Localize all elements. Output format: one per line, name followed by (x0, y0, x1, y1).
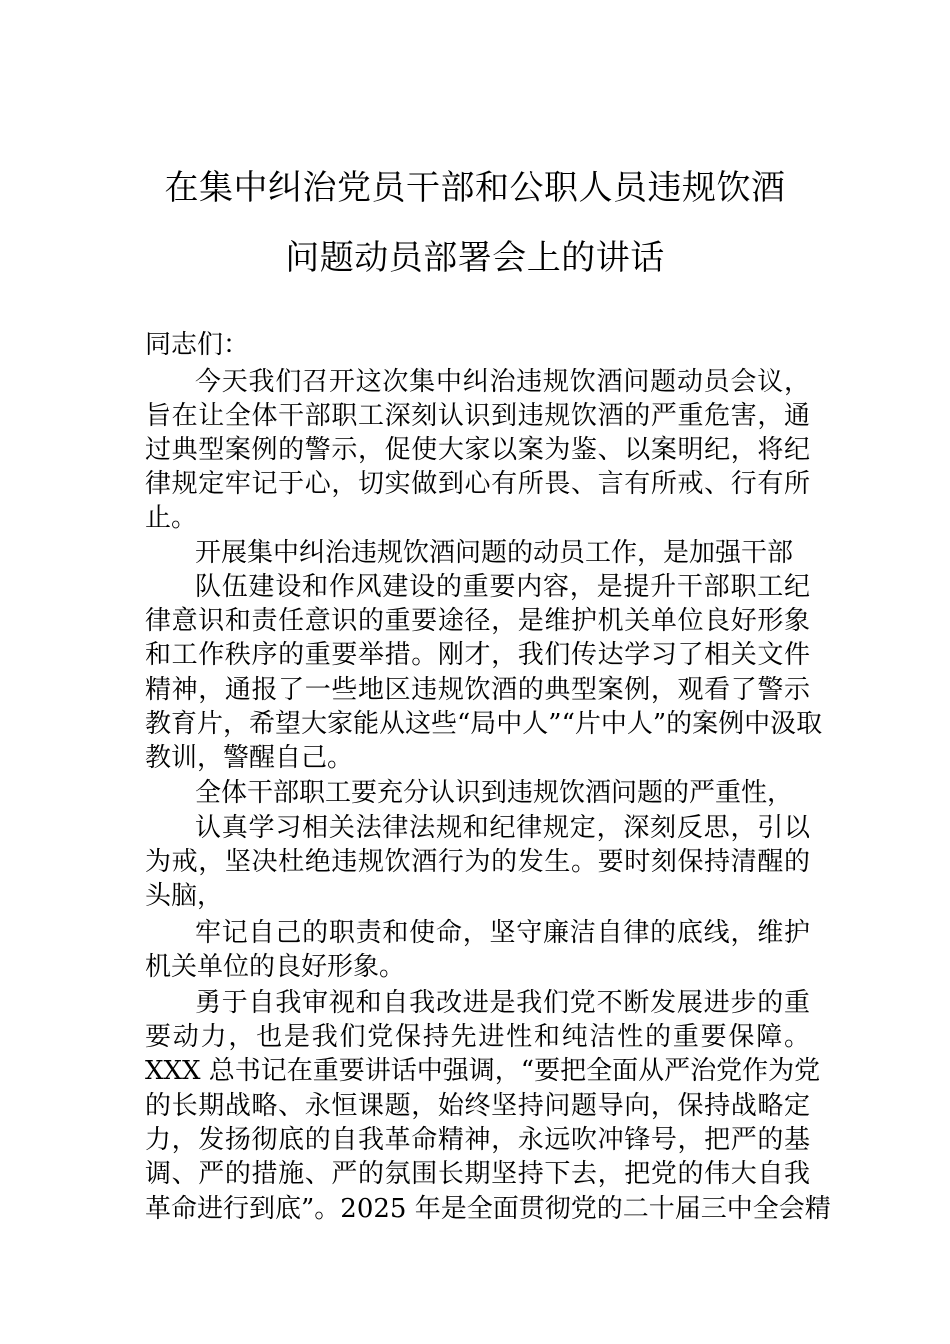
body-line: 的长期战略、永恒课题，始终坚持问题导向，保持战略定 (145, 1091, 810, 1121)
body-line: 认真学习相关法律法规和纪律规定，深刻反思，引以 (195, 813, 810, 843)
body-line: 旨在让全体干部职工深刻认识到违规饮酒的严重危害，通 (145, 401, 810, 431)
body-line: 开展集中纠治违规饮酒问题的动员工作，是加强干部 (195, 538, 794, 568)
body-line: 过典型案例的警示，促使大家以案为鉴、以案明纪，将纪 (145, 435, 810, 465)
body-line: 精神，通报了一些地区违规饮酒的典型案例，观看了警示 (145, 675, 810, 705)
body-line: 调、严的措施、严的氛围长期坚持下去，把党的伟大自我 (145, 1159, 810, 1189)
body-line: 教训，警醒自己。 (145, 743, 354, 773)
body-line: XXX 总书记在重要讲话中强调，“要把全面从严治党作为党 (145, 1056, 821, 1086)
document-title-line-1: 在集中纠治党员干部和公职人员违规饮酒 (164, 168, 786, 208)
body-line: 要动力，也是我们党保持先进性和纯洁性的重要保障。 (145, 1022, 810, 1052)
body-line: 教育片，希望大家能从这些“局中人”“片中人”的案例中汲取 (145, 709, 823, 739)
body-line: 勇于自我审视和自我改进是我们党不断发展进步的重 (195, 988, 810, 1018)
body-line: 律意识和责任意识的重要途径，是维护机关单位良好形象 (145, 606, 810, 636)
body-line: 律规定牢记于心，切实做到心有所畏、言有所戒、行有所 (145, 469, 810, 499)
body-line: 全体干部职工要充分认识到违规饮酒问题的严重性， (195, 778, 794, 808)
document-title-line-2: 问题动员部署会上的讲话 (285, 238, 665, 278)
body-line: 牢记自己的职责和使命，坚守廉洁自律的底线，维护 (195, 918, 810, 948)
salutation: 同志们： (145, 330, 250, 360)
body-line: 今天我们召开这次集中纠治违规饮酒问题动员会议， (195, 367, 810, 397)
body-line: 为戒，坚决杜绝违规饮酒行为的发生。要时刻保持清醒的 (145, 847, 810, 877)
body-line: 和工作秩序的重要举措。刚才，我们传达学习了相关文件 (145, 640, 810, 670)
body-line: 止。 (145, 503, 198, 533)
body-line: 力，发扬彻底的自我革命精神，永远吹冲锋号，把严的基 (145, 1125, 810, 1155)
body-line: 头脑， (145, 881, 224, 911)
body-line: 机关单位的良好形象。 (145, 952, 406, 982)
body-line: 队伍建设和作风建设的重要内容，是提升干部职工纪 (195, 572, 810, 602)
body-line: 革命进行到底”。2025 年是全面贯彻党的二十届三中全会精 (145, 1194, 831, 1224)
